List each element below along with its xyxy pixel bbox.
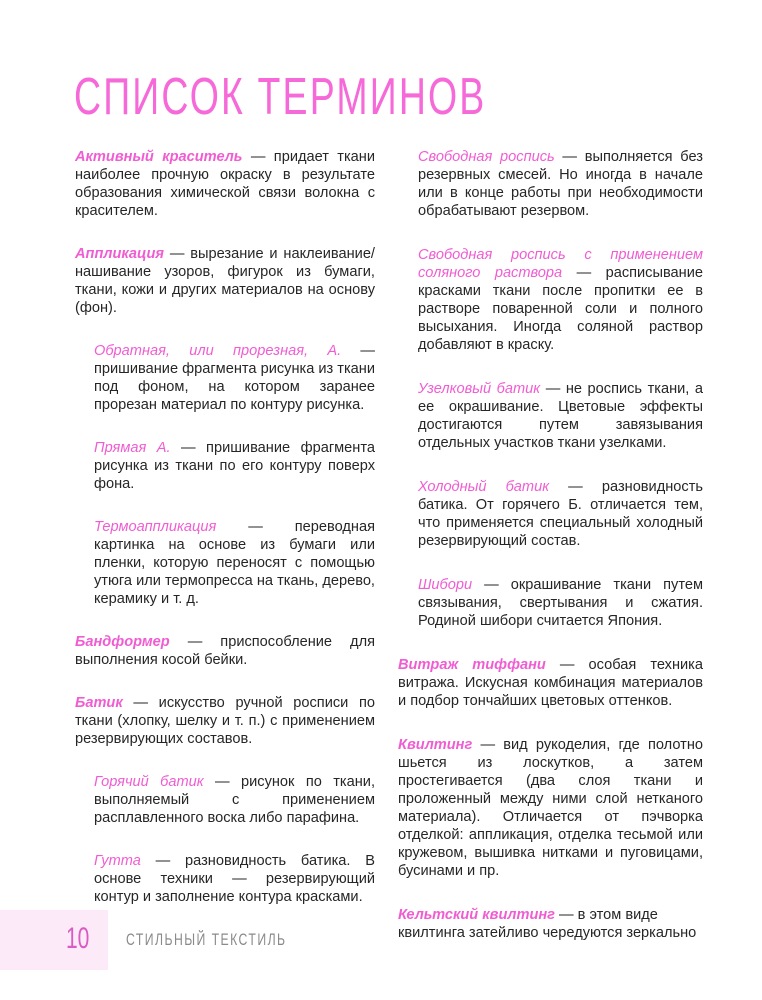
right-column: [398, 148, 703, 968]
glossary-subterm: Холодный батик: [418, 479, 550, 495]
glossary-subentry: [418, 478, 703, 550]
glossary-definition: — пришивание фрагмента рисунка из ткани под фоном, на котором заранее прорезан материал по контуру рисунка.: [94, 343, 375, 413]
glossary-definition: — рисунок по ткани, выполняемый с применением расплавленного воска либо парафина.: [94, 774, 375, 826]
glossary-subentry: [94, 773, 375, 827]
glossary-entry: [398, 656, 703, 710]
glossary-term: Витраж тиффани: [398, 657, 546, 673]
glossary-term: Квилтинг: [398, 737, 473, 753]
glossary-term: Батик: [75, 695, 123, 711]
glossary-subterm: Горячий батик: [94, 774, 204, 790]
glossary-definition: — переводная картинка на основе из бумаги или пленки, которую переносят с помощью утюга или термопресса на ткань, дерево, керамику и т. д.: [94, 519, 375, 607]
glossary-subentry: [94, 439, 375, 493]
glossary-definition: — расписывание красками ткани после пропитки ее в растворе поваренной соли и полного высыхания. Иногда соляной раствор добавляют в краску.: [418, 265, 703, 353]
glossary-definition: — выполняется без резервных смесей. Но иногда в начале или в конце работы при необходимости обрабатывают резервом.: [418, 149, 703, 219]
glossary-subterm: Шибори: [418, 577, 473, 593]
glossary-subentry: [94, 852, 375, 906]
glossary-subterm: Свободная роспись с применением соляного раствора: [418, 247, 703, 281]
glossary-definition: — вид рукоделия, где полотно шьется из лоскутков, а затем простегивается (два слоя ткани и проложенный между ними слой нетканого материала). Отличается от пэчворка отделкой: аппликация, отделка тесьмой или кружевом, вышивка нитками и пуговицами, бусинами и пр.: [398, 737, 703, 879]
glossary-term: Кельтский квилтинг: [398, 907, 555, 923]
glossary-definition: — разновидность батика. В основе техники — резервирующий контур и заполнение контура красками.: [94, 853, 375, 905]
glossary-definition: — искусство ручной росписи по ткани (хлопку, шелку и т. п.) с применением резервирующих составов.: [75, 695, 375, 747]
glossary-definition: — окрашивание ткани путем связывания, свертывания и сжатия. Родиной шибори считается Япония.: [418, 577, 703, 629]
glossary-definition: — вырезание и наклеивание/нашивание узоров, фигурок из бумаги, ткани, кожи и других материалов на основу (фон).: [75, 246, 375, 316]
glossary-subterm: Термоаппликация: [94, 519, 217, 535]
glossary-entry: [75, 148, 375, 220]
glossary-term: Бандформер: [75, 634, 170, 650]
glossary-entry: [75, 633, 375, 669]
glossary-subentry: [94, 518, 375, 608]
footer-accent-bar: [0, 910, 108, 970]
page-number: 10: [66, 922, 90, 955]
glossary-definition: — разновидность батика. От горячего Б. отличается тем, что применяется специальный холодный резервирующий состав.: [418, 479, 703, 549]
glossary-entry: [398, 736, 703, 880]
glossary-definition: — в этом виде квилтинга затейливо чередуются зеркально: [398, 907, 697, 941]
glossary-subentry: [418, 148, 703, 220]
glossary-subterm: Прямая А.: [94, 440, 171, 456]
glossary-entry: [75, 245, 375, 317]
glossary-subentry: [418, 246, 703, 354]
glossary-subentry: [418, 576, 703, 630]
glossary-subentry: [94, 342, 375, 414]
glossary-definition: — придает ткани наиболее прочную окраску в результате образования химической связи волокна с красителем.: [75, 149, 376, 219]
glossary-subentry: [418, 380, 703, 452]
glossary-subterm: Гутта: [94, 853, 141, 869]
glossary-subterm: Обратная, или прорезная, А.: [94, 343, 342, 359]
glossary-subterm: Свободная роспись: [418, 149, 555, 165]
glossary-definition: — не роспись ткани, а ее окрашивание. Цветовые эффекты достигаются путем завязывания отдельных участков ткани узелками.: [418, 381, 703, 451]
glossary-definition: — особая техника витража. Искусная комбинация материалов и подбор тончайших цветовых оттенков.: [398, 657, 704, 709]
glossary-term: Активный краситель: [75, 149, 243, 165]
glossary-subterm: Узелковый батик: [418, 381, 541, 397]
glossary-definition: — приспособление для выполнения косой бейки.: [75, 634, 375, 668]
glossary-entry: [398, 906, 703, 942]
footer-book-title: СТИЛЬНЫЙ ТЕКСТИЛЬ: [126, 930, 287, 949]
glossary-term: Аппликация: [75, 246, 164, 262]
left-column: [75, 148, 375, 931]
glossary-definition: — пришивание фрагмента рисунка из ткани по его контуру поверх фона.: [94, 440, 375, 492]
glossary-entry: [75, 694, 375, 748]
page-title: СПИСОК ТЕРМИНОВ: [74, 68, 487, 126]
